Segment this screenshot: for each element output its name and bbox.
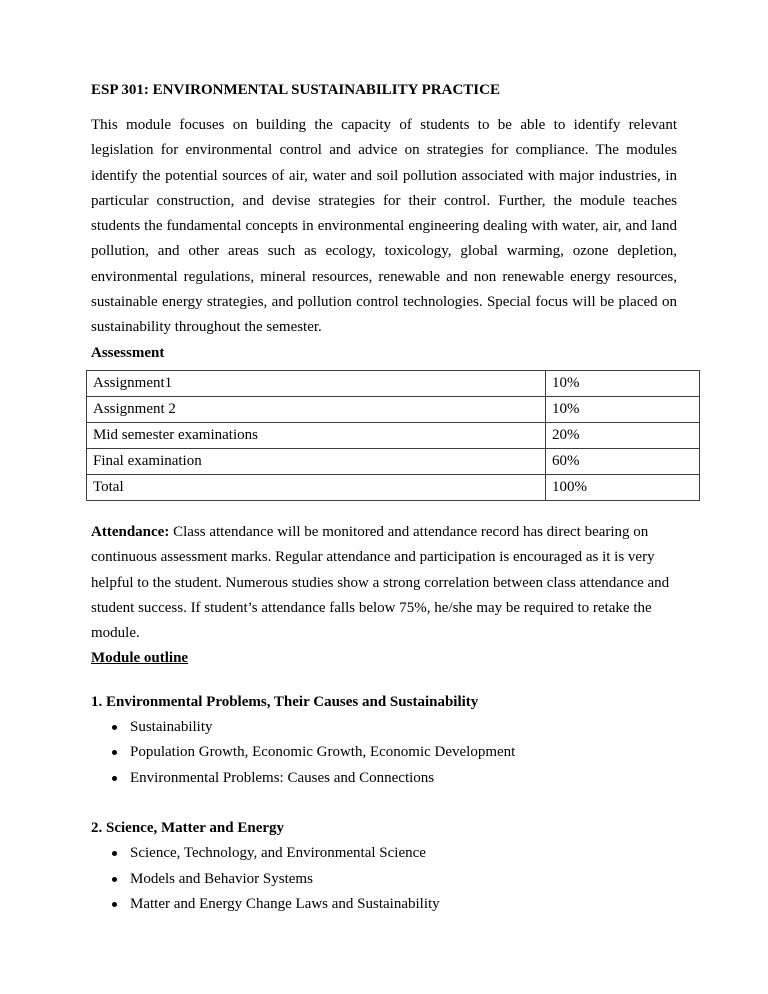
attendance-text: Class attendance will be monitored and attendance record has direct bearing on continuous assessment marks. Regular attendance and participation is encouraged as it is very helpful to the student. Numerous studies show a strong correlation between class attendance and student success. If student’s attendance falls below 75%, he/she may be required to retake the module. — [91, 523, 670, 642]
list-item — [91, 715, 677, 740]
module-outline-heading: Module outline — [91, 650, 189, 667]
table-row — [87, 370, 700, 396]
list-item — [91, 841, 677, 866]
list-item — [91, 867, 677, 892]
assessment-heading: Assessment — [91, 344, 165, 361]
bullet-text: Science, Technology, and Environmental Science — [130, 845, 426, 862]
section-science-matter-energy — [91, 816, 677, 917]
table-row — [87, 448, 700, 474]
bullet-text: Matter and Energy Change Laws and Sustainability — [130, 895, 440, 912]
section-environmental-problems — [91, 690, 677, 791]
table-row — [87, 422, 700, 448]
assessment-weight-cell: 10% — [546, 370, 700, 396]
assessment-weight-cell: 100% — [546, 474, 700, 500]
bullet-text: Sustainability — [130, 719, 213, 736]
bullet-text: Environmental Problems: Causes and Connections — [130, 769, 435, 786]
bullet-icon — [112, 877, 117, 882]
assessment-item-cell: Total — [87, 474, 546, 500]
assessment-item-cell: Assignment 2 — [87, 396, 546, 422]
bullet-icon — [112, 776, 117, 781]
list-item — [91, 740, 677, 765]
assessment-item-cell: Assignment1 — [87, 370, 546, 396]
list-item — [91, 766, 677, 791]
bullet-text: Models and Behavior Systems — [130, 870, 313, 887]
bullet-icon — [112, 902, 117, 907]
intro-paragraph: This module focuses on building the capacity of students to be able to identify relevant legislation for environmental control and advice on strategies for compliance. The modules identify the potential sources of air, water and soil pollution associated with major industries, in particular construction, and devise strategies for their control. Further, the module teaches students the fundamental concepts in environmental engineering dealing with water, air, and land pollution, and other areas such as ecology, toxicology, global warming, ozone depletion, environmental regulations, mineral resources, renewable and non renewable energy resources, sustainable energy strategies, and pollution control technologies. Special focus will be placed on sustainability throughout the semester. — [91, 117, 677, 336]
assessment-weight-cell: 60% — [546, 448, 700, 474]
attendance-label: Attendance: — [91, 523, 170, 540]
bullet-text: Population Growth, Economic Growth, Economic Development — [130, 744, 516, 761]
table-row — [87, 474, 700, 500]
assessment-item-cell: Mid semester examinations — [87, 422, 546, 448]
section-heading: 1. Environmental Problems, Their Causes and Sustainability — [91, 693, 479, 710]
bullet-icon — [112, 750, 117, 755]
assessment-table — [86, 370, 700, 501]
assessment-weight-cell: 20% — [546, 422, 700, 448]
assessment-item-cell: Final examination — [87, 448, 546, 474]
bullet-icon — [112, 851, 117, 856]
attendance-paragraph — [91, 520, 677, 646]
page-title: ESP 301: ENVIRONMENTAL SUSTAINABILITY PRACTICE — [91, 82, 500, 98]
table-row — [87, 396, 700, 422]
section-heading: 2. Science, Matter and Energy — [91, 819, 285, 836]
assessment-weight-cell: 10% — [546, 396, 700, 422]
list-item — [91, 892, 677, 917]
bullet-icon — [112, 725, 117, 730]
